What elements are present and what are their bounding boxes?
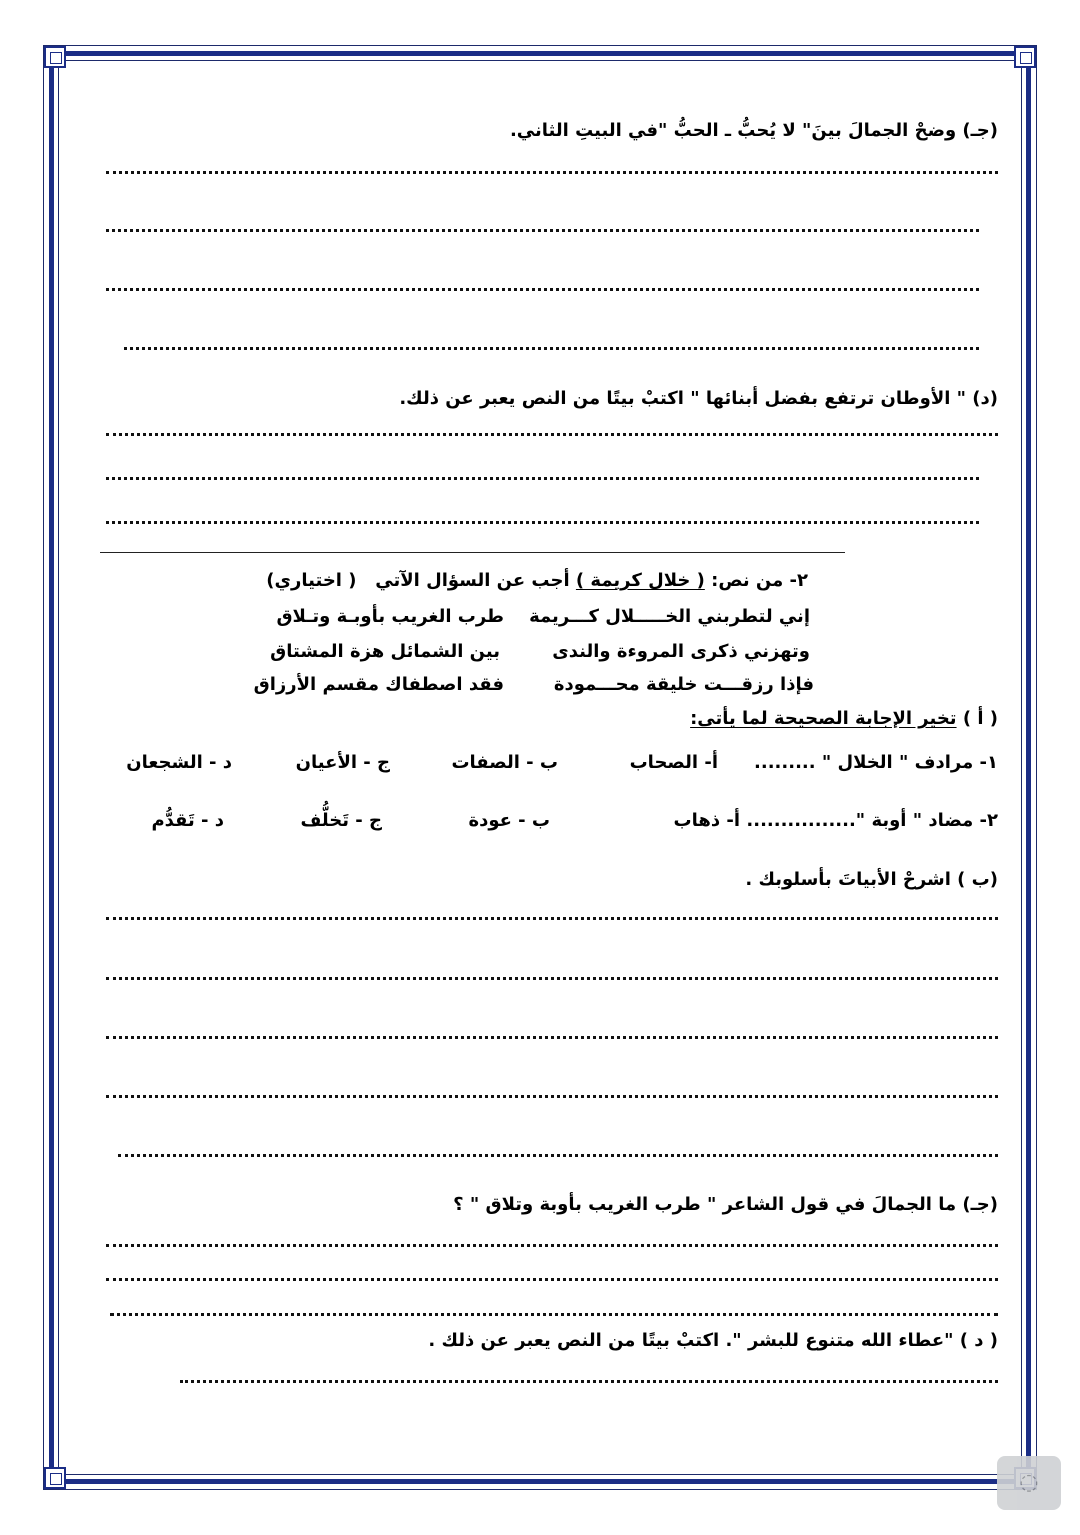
verse-2-first-hemistich: وتهزني ذكرى المروءة والندى (552, 641, 810, 662)
answer-line[interactable] (124, 347, 979, 350)
mcq1-stem: ١- مرادف " الخلال " ......... (754, 752, 998, 773)
question-a-text: تخير الإجابة الصحيحة لما يأتى: (690, 708, 957, 729)
question-a (690, 708, 998, 729)
question-j-1: (جـ) وضحْ الجمالَ بينَ" لا يُحبُّ ـ الحبُّ "في البيتِ الثاني. (509, 120, 998, 141)
verse-1-second-hemistich: طرب الغريب بأوبـة وتـلاق (276, 606, 504, 627)
answer-line[interactable] (106, 977, 998, 980)
heading-note: ( اختياري) (266, 570, 357, 591)
heading-rest: أجب عن السؤال الآتي (375, 570, 570, 591)
answer-line[interactable] (118, 1154, 998, 1157)
frame-corner-ornament (44, 1467, 66, 1489)
answer-line[interactable] (106, 171, 998, 174)
mcq1-option-c[interactable]: ج - الأعيان (295, 752, 390, 773)
question-d-2: ( د ) "عطاء الله متنوع للبشر ". اكتبْ بيتًا من النص يعبر عن ذلك . (428, 1330, 998, 1351)
section-divider (100, 552, 845, 553)
answer-line[interactable] (106, 1095, 998, 1098)
verse-2-second-hemistich: بين الشمائل هزة المشتاق (270, 641, 500, 662)
mcq2-option-d[interactable]: د - تَقدُّم (151, 810, 224, 831)
question-j-2: (جـ) ما الجمالَ في قول الشاعر " طرب الغريب بأوبة وتلاق " ؟ (453, 1194, 998, 1215)
mcq1-option-b[interactable]: ب - الصفات (451, 752, 558, 773)
mcq2-option-c[interactable]: ج - تَخلُّف (300, 810, 382, 831)
answer-line[interactable] (106, 1278, 998, 1281)
question-a-label: ( أ ) (962, 708, 998, 729)
mcq2-option-a[interactable]: أ- ذهاب (673, 810, 740, 831)
question-d-1: (د) " الأوطان ترتفع بفضل أبنائها " اكتبْ بيتًا من النص يعبر عن ذلك. (399, 388, 998, 409)
question-b: (ب ) اشرحْ الأبياتَ بأسلوبك . (745, 869, 998, 890)
page-thumbnail-overlay[interactable] (997, 1456, 1061, 1510)
answer-line[interactable] (180, 1380, 998, 1383)
verse-3-first-hemistich: فإذا رزقـــت خليقة محـــمودة (553, 674, 814, 695)
answer-line[interactable] (110, 1313, 998, 1316)
mcq2-stem: ٢- مضاد " أوبة "................ (746, 810, 998, 831)
answer-line[interactable] (106, 1036, 998, 1039)
answer-line[interactable] (106, 288, 979, 291)
answer-line[interactable] (106, 229, 979, 232)
overlay-glyph-icon: ◌ (1019, 1470, 1039, 1495)
text-title: ( خلال كريمة ) (575, 570, 705, 591)
heading-prefix: ٢- من نص: (711, 570, 808, 591)
verse-1-first-hemistich: إني لتطربني الخـــــلال كـــريمة (529, 606, 810, 627)
frame-corner-ornament (1014, 46, 1036, 68)
mcq2-option-b[interactable]: ب - عودة (468, 810, 550, 831)
answer-line[interactable] (106, 521, 979, 524)
answer-line[interactable] (106, 433, 998, 436)
answer-line[interactable] (106, 917, 998, 920)
mcq1-option-d[interactable]: د - الشجعان (126, 752, 232, 773)
answer-line[interactable] (106, 477, 979, 480)
frame-corner-ornament (44, 46, 66, 68)
mcq1-option-a[interactable]: أ- الصحاب (629, 752, 718, 773)
verse-3-second-hemistich: فقد اصطفاك مقسم الأرزاق (253, 674, 504, 695)
section2-heading (266, 570, 808, 591)
answer-line[interactable] (106, 1244, 998, 1247)
